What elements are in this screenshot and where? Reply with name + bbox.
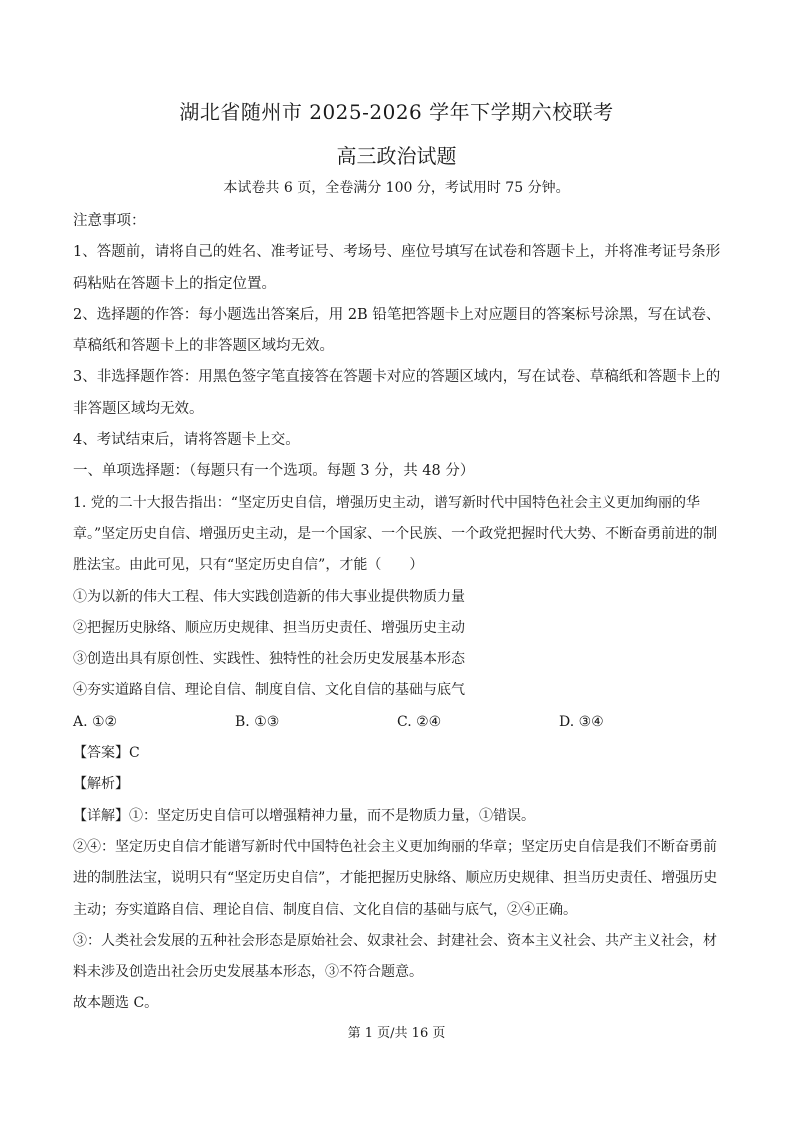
notice-heading: 注意事项： [73,213,146,229]
notice-item-2: 2、选择题的作答：每小题选出答案后，用 2B 铅笔把答题卡上对应题目的答案标号涂黑，写在试卷、草稿纸和答题卡上的非答题区域均无效。 [73,306,721,355]
statement-4: ④夯实道路自信、理论自信、制度自信、文化自信的基础与底气 [73,682,465,699]
statement-3: ③创造出具有原创性、实践性、独特性的社会历史发展基本形态 [73,651,465,668]
notice-item-3: 3、非选择题作答：用黑色签字笔直接答在答题卡对应的答题区域内，写在试卷、草稿纸和答题卡上的非答题区域均无效。 [73,369,721,417]
detail-2: ②④：坚定历史自信才能谱写新时代中国特色社会主义更加绚丽的华章；坚定历史自信是我们不断奋勇前进的制胜法宝，说明只有“坚定历史自信”，才能把握历史脉络、顺应历史规律、担当历史责任、增强历史主动；夯实道路自信、理论自信、制度自信、文化自信的基础与底气，②④正确。 [73,838,718,918]
statement-1: ①为以新的伟大工程、伟大实践创造新的伟大事业提供物质力量 [73,588,465,605]
detail-3: ③：人类社会发展的五种社会形态是原始社会、奴隶社会、封建社会、资本主义社会、共产主义社会，材料未涉及创造出社会历史发展基本形态，③不符合题意。 [73,932,717,981]
analysis-label: 【解析】 [73,776,129,793]
exam-info: 本试卷共 6 页，全卷满分 100 分，考试用时 75 分钟。 [223,180,570,196]
option-b: B. ①③ [235,713,280,730]
section-heading: 一、单项选择题：（每题只有一个选项。每题 3 分，共 48 分） [73,463,475,480]
page-number: 第 1 页/共 16 页 [347,1026,446,1041]
exam-title: 湖北省随州市 2025-2026 学年下学期六校联考 [179,100,614,124]
detail-1: 【详解】①：坚定历史自信可以增强精神力量，而不是物质力量，①错误。 [73,807,535,824]
statement-2: ②把握历史脉络、顺应历史规律、担当历史责任、增强历史主动 [73,619,465,636]
answer-line: 【答案】C [73,745,140,762]
document-body [73,206,725,1020]
option-d: D. ③④ [559,713,604,730]
option-a: A. ①② [73,713,118,730]
answer-options [73,707,725,738]
notice-item-4: 4、考试结束后，请将答题卡上交。 [73,432,300,449]
option-c: C. ②④ [397,713,442,730]
conclusion: 故本题选 C。 [73,995,159,1012]
question-stem: 1. 党的二十大报告指出：“坚定历史自信，增强历史主动，谱写新时代中国特色社会主义更加绚丽的华章。”坚定历史自信、增强历史主动，是一个国家、一个民族、一个政党把握时代大势、不断奋勇前进的制胜法宝。由此可见，只有“坚定历史自信”，才能（ ） [73,494,718,574]
notice-item-1: 1、答题前，请将自己的姓名、准考证号、考场号、座位号填写在试卷和答题卡上，并将准考证号条形码粘贴在答题卡上的指定位置。 [73,244,721,292]
subject-title: 高三政治试题 [336,144,457,168]
